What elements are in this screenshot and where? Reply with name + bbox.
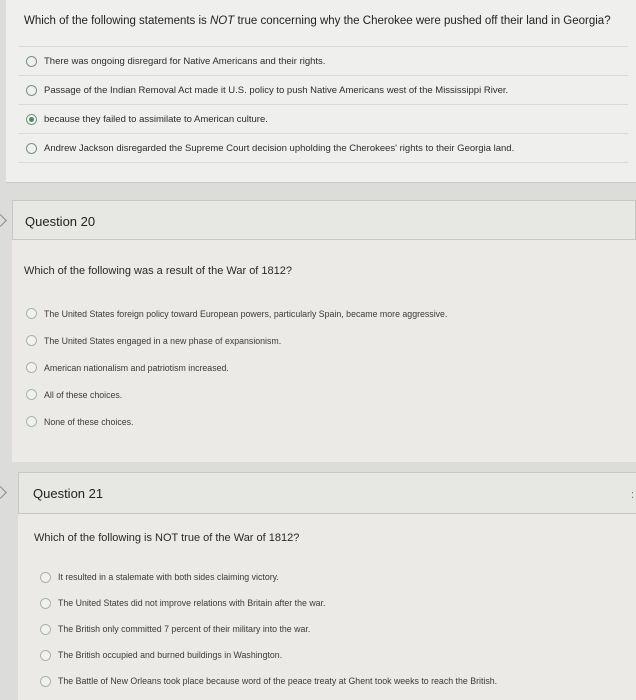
answer-option[interactable] xyxy=(18,47,628,76)
radio-button[interactable] xyxy=(26,56,37,67)
question-marker-icon xyxy=(0,486,7,499)
answer-option[interactable] xyxy=(26,408,626,435)
question-20-body xyxy=(12,240,636,462)
answer-label: The British only committed 7 percent of their military into the war. xyxy=(58,624,311,634)
answer-label: The British occupied and burned buildings in Washington. xyxy=(58,650,283,660)
answer-label: Andrew Jackson disregarded the Supreme Court decision upholding the Cherokees' rights to their Georgia land. xyxy=(44,142,515,154)
question-19-card xyxy=(6,0,636,183)
answer-label: American nationalism and patriotism increased. xyxy=(44,362,229,373)
radio-button[interactable] xyxy=(26,416,37,427)
question-prompt: Which of the following statements is NOT true concerning why the Cherokee were pushed off their land in Georgia? xyxy=(24,15,611,27)
question-marker-icon xyxy=(0,214,7,227)
scroll-marker: : xyxy=(630,489,634,501)
answer-list xyxy=(40,564,632,694)
question-prompt: Which of the following is NOT true of the War of 1812? xyxy=(34,532,300,544)
answer-option[interactable] xyxy=(26,327,626,354)
answer-label: The United States engaged in a new phase of expansionism. xyxy=(44,335,282,346)
answer-option[interactable] xyxy=(18,76,628,105)
answer-label: None of these choices. xyxy=(44,416,134,427)
answer-label: The United States foreign policy toward European powers, particularly Spain, became more aggressive. xyxy=(44,308,448,319)
answer-label: There was ongoing disregard for Native Americans and their rights. xyxy=(44,55,326,67)
question-21-body xyxy=(18,514,636,700)
answer-label: Passage of the Indian Removal Act made it U.S. policy to push Native Americans west of the Mississippi River. xyxy=(44,84,509,96)
radio-button[interactable] xyxy=(26,308,37,319)
answer-label: The Battle of New Orleans took place because word of the peace treaty at Ghent took weeks to reach the British. xyxy=(58,676,498,686)
question-title: Question 21 xyxy=(33,486,104,501)
answer-label: All of these choices. xyxy=(44,389,123,400)
answer-label: because they failed to assimilate to American culture. xyxy=(44,113,268,125)
answer-option[interactable] xyxy=(26,354,626,381)
question-21-header xyxy=(18,472,636,514)
radio-button[interactable] xyxy=(26,362,37,373)
radio-button[interactable] xyxy=(40,676,51,687)
answer-option[interactable] xyxy=(18,105,628,134)
answer-label: The United States did not improve relations with Britain after the war. xyxy=(58,598,326,608)
radio-button[interactable] xyxy=(26,335,37,346)
answer-option[interactable] xyxy=(40,564,632,590)
radio-button[interactable] xyxy=(26,389,37,400)
answer-option[interactable] xyxy=(26,300,626,327)
radio-button[interactable] xyxy=(40,572,51,583)
answer-option[interactable] xyxy=(40,616,632,642)
answer-option[interactable] xyxy=(26,381,626,408)
answer-option[interactable] xyxy=(18,134,628,163)
question-title: Question 20 xyxy=(25,214,96,229)
radio-button[interactable] xyxy=(26,85,37,96)
radio-button[interactable] xyxy=(40,598,51,609)
answer-option[interactable] xyxy=(40,642,632,668)
radio-button-selected[interactable] xyxy=(26,114,37,125)
answer-option[interactable] xyxy=(40,668,632,694)
question-20-header xyxy=(12,200,636,240)
radio-button[interactable] xyxy=(40,650,51,661)
answer-list xyxy=(18,46,628,163)
answer-list xyxy=(26,300,626,435)
answer-label: It resulted in a stalemate with both sides claiming victory. xyxy=(58,572,279,582)
answer-option[interactable] xyxy=(40,590,632,616)
radio-button[interactable] xyxy=(40,624,51,635)
question-prompt: Which of the following was a result of the War of 1812? xyxy=(24,265,293,277)
radio-button[interactable] xyxy=(26,143,37,154)
